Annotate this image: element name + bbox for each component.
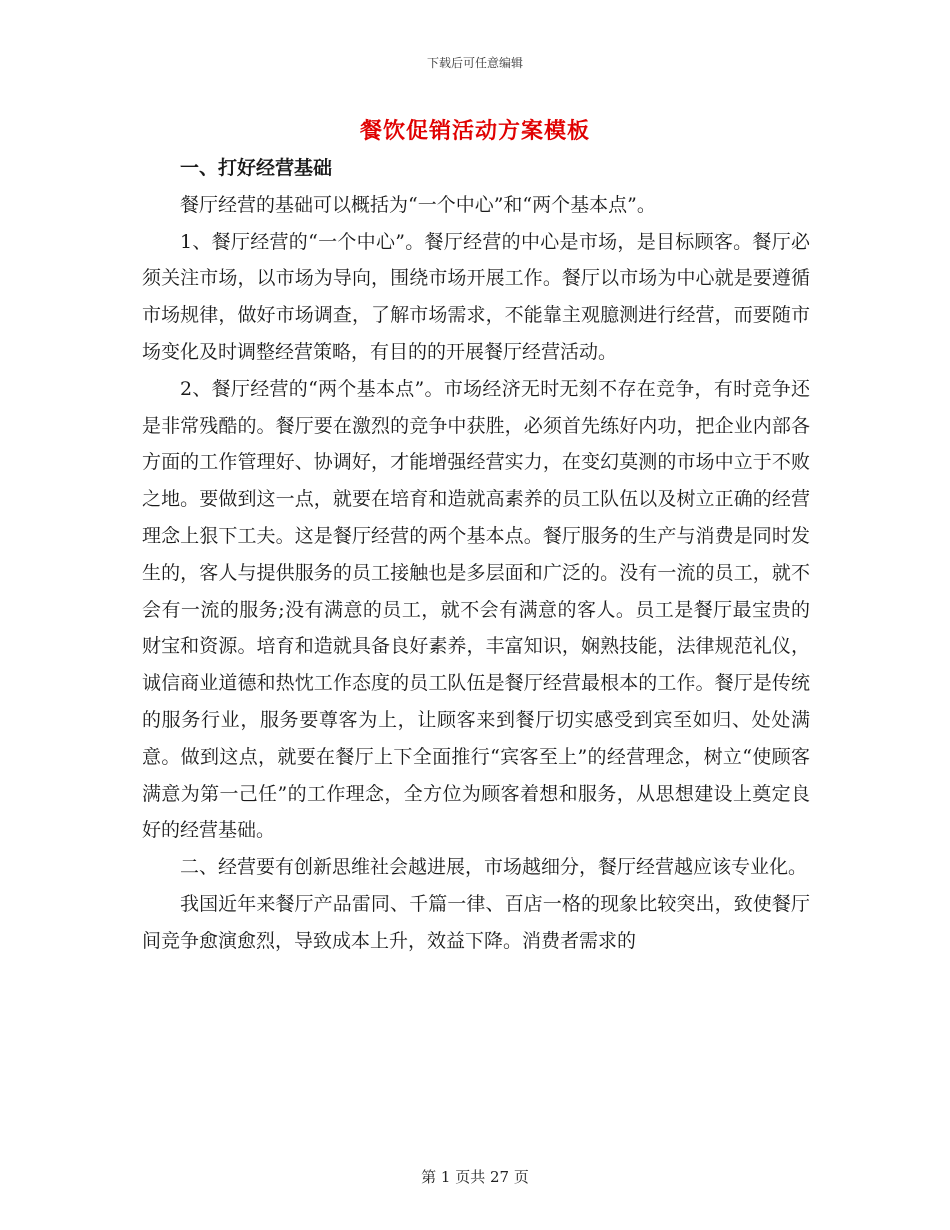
paragraph: 我国近年来餐厅产品雷同、千篇一律、百店一格的现象比较突出，致使餐厅间竞争愈演愈烈，导致成本上升，效益下降。消费者需求的 xyxy=(142,892,810,952)
section-heading: 一、打好经营基础 xyxy=(180,157,333,179)
paragraph: 二、经营要有创新思维社会越进展，市场越细分，餐厅经营越应该专业化。 xyxy=(180,856,808,879)
page-footer: 第 1 页共 27 页 xyxy=(421,1168,529,1186)
document-body xyxy=(142,150,810,960)
paragraph: 1、餐厅经营的“一个中心”。餐厅经营的中心是市场，是目标顾客。餐厅必须关注市场，以市场为导向，围绕市场开展工作。餐厅以市场为中心就是要遵循市场规律，做好市场调查，了解市场需求，不能靠主观臆测进行经营，而要随市场变化及时调整经营策略，有目的的开展餐厅经营活动。 xyxy=(142,230,810,363)
paragraph: 餐厅经营的基础可以概括为“一个中心”和“两个基本点”。 xyxy=(180,193,656,216)
paragraph: 2、餐厅经营的“两个基本点”。市场经济无时无刻不存在竞争，有时竞争还是非常残酷的。餐厅要在激烈的竞争中获胜，必须首先练好内功，把企业内部各方面的工作管理好、协调好，才能增强经营实力，在变幻莫测的市场中立于不败之地。要做到这一点，就要在培育和造就高素养的员工队伍以及树立正确的经营理念上狠下工夫。这是餐厅经营的两个基本点。餐厅服务的生产与消费是同时发生的，客人与提供服务的员工接触也是多层面和广泛的。没有一流的员工，就不会有一流的服务;没有满意的员工，就不会有满意的客人。员工是餐厅最宝贵的财宝和资源。培育和造就具备良好素养，丰富知识，娴熟技能，法律规范礼仪，诚信商业道德和热忱工作态度的员工队伍是餐厅经营最根本的工作。餐厅是传统的服务行业，服务要尊客为上，让顾客来到餐厅切实感受到宾至如归、处处满意。做到这点，就要在餐厅上下全面推行“宾客至上”的经营理念，树立“使顾客满意为第一己任”的工作理念，全方位为顾客着想和服务，从思想建设上奠定良好的经营基础。 xyxy=(142,377,810,842)
header-note: 下载后可任意编辑 xyxy=(426,56,523,70)
document-title: 餐饮促销活动方案模板 xyxy=(359,118,590,144)
